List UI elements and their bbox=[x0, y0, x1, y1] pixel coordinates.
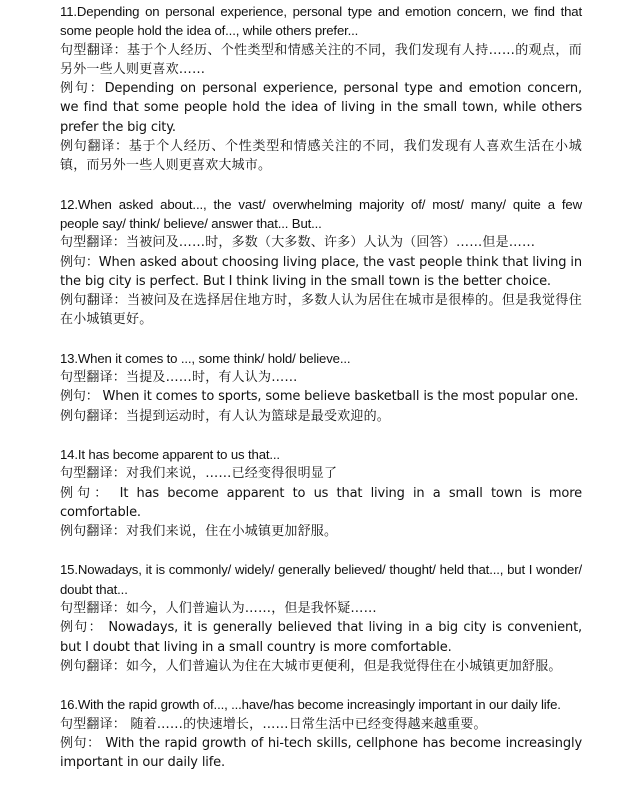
example-translation: 例句翻译：当被问及在选择居住地方时，多数人认为居住在城市是很棒的。但是我觉得住在小城镇更好。 bbox=[60, 293, 582, 328]
example-translation: 例句翻译：当提到运动时，有人认为篮球是最受欢迎的。 bbox=[60, 408, 391, 424]
pattern-translation: 句型翻译：当被问及……时，多数（大多数、许多）人认为（回答）……但是…… bbox=[60, 235, 536, 251]
phrase-entry-16 bbox=[60, 695, 582, 772]
example-sentence: 例句： When it comes to sports, some believe basketball is the most popular one. bbox=[60, 389, 579, 405]
pattern-translation: 句型翻译：基于个人经历、个性类型和情感关注的不同，我们发现有人持……的观点，而另外一些人则更喜欢…… bbox=[60, 42, 582, 77]
example-sentence: 例句： It has become apparent to us that living in a small town is more comfortable. bbox=[60, 485, 582, 520]
sentence-pattern: 11.Depending on personal experience, personal type and emotion concern, we find that some people hold the idea of..., while others prefer... bbox=[60, 4, 582, 39]
document-page bbox=[60, 2, 582, 772]
example-sentence: 例句：When asked about choosing living place, the vast people think that living in the big city is perfect. But I think living in the small town is the better choice. bbox=[60, 254, 582, 289]
pattern-translation: 句型翻译：如今，人们普遍认为……，但是我怀疑…… bbox=[60, 601, 377, 617]
example-translation: 例句翻译：如今，人们普遍认为住在大城市更便利，但是我觉得住在小城镇更加舒服。 bbox=[60, 658, 562, 674]
pattern-translation: 句型翻译： 随着……的快速增长，……日常生活中已经变得越来越重要。 bbox=[60, 716, 487, 732]
phrase-entry-13 bbox=[60, 349, 582, 426]
pattern-translation: 句型翻译：当提及……时，有人认为…… bbox=[60, 370, 298, 386]
example-translation: 例句翻译：基于个人经历、个性类型和情感关注的不同，我们发现有人喜欢生活在小城镇，而另外一些人则更喜欢大城市。 bbox=[60, 139, 582, 174]
phrase-entry-11 bbox=[60, 2, 582, 176]
example-translation: 例句翻译：对我们来说，住在小城镇更加舒服。 bbox=[60, 524, 338, 540]
example-sentence: 例句： Nowadays, it is generally believed that living in a big city is convenient, but I doubt that living in a small country is more comfortable. bbox=[60, 620, 582, 655]
sentence-pattern: 14.It has become apparent to us that... bbox=[60, 446, 280, 462]
pattern-translation: 句型翻译：对我们来说，……已经变得很明显了 bbox=[60, 466, 338, 482]
phrase-entry-15 bbox=[60, 560, 582, 676]
example-sentence: 例句：Depending on personal experience, personal type and emotion concern, we find that some people hold the idea of living in the small town, while others prefer the big city. bbox=[60, 81, 582, 135]
example-sentence: 例句： With the rapid growth of hi-tech skills, cellphone has become increasingly important in our daily life. bbox=[60, 735, 582, 771]
phrase-entry-12 bbox=[60, 195, 582, 330]
phrase-entry-14 bbox=[60, 445, 582, 541]
sentence-pattern: 16.With the rapid growth of..., ...have/has become increasingly important in our daily life. bbox=[60, 697, 561, 713]
sentence-pattern: 13.When it comes to ..., some think/ hold/ believe... bbox=[60, 350, 351, 366]
sentence-pattern: 12.When asked about..., the vast/ overwhelming majority of/ most/ many/ quite a few people say/ think/ believe/ answer that... But... bbox=[60, 196, 582, 231]
sentence-pattern: 15.Nowadays, it is commonly/ widely/ generally believed/ thought/ held that..., but I wonder/ doubt that... bbox=[60, 562, 582, 597]
